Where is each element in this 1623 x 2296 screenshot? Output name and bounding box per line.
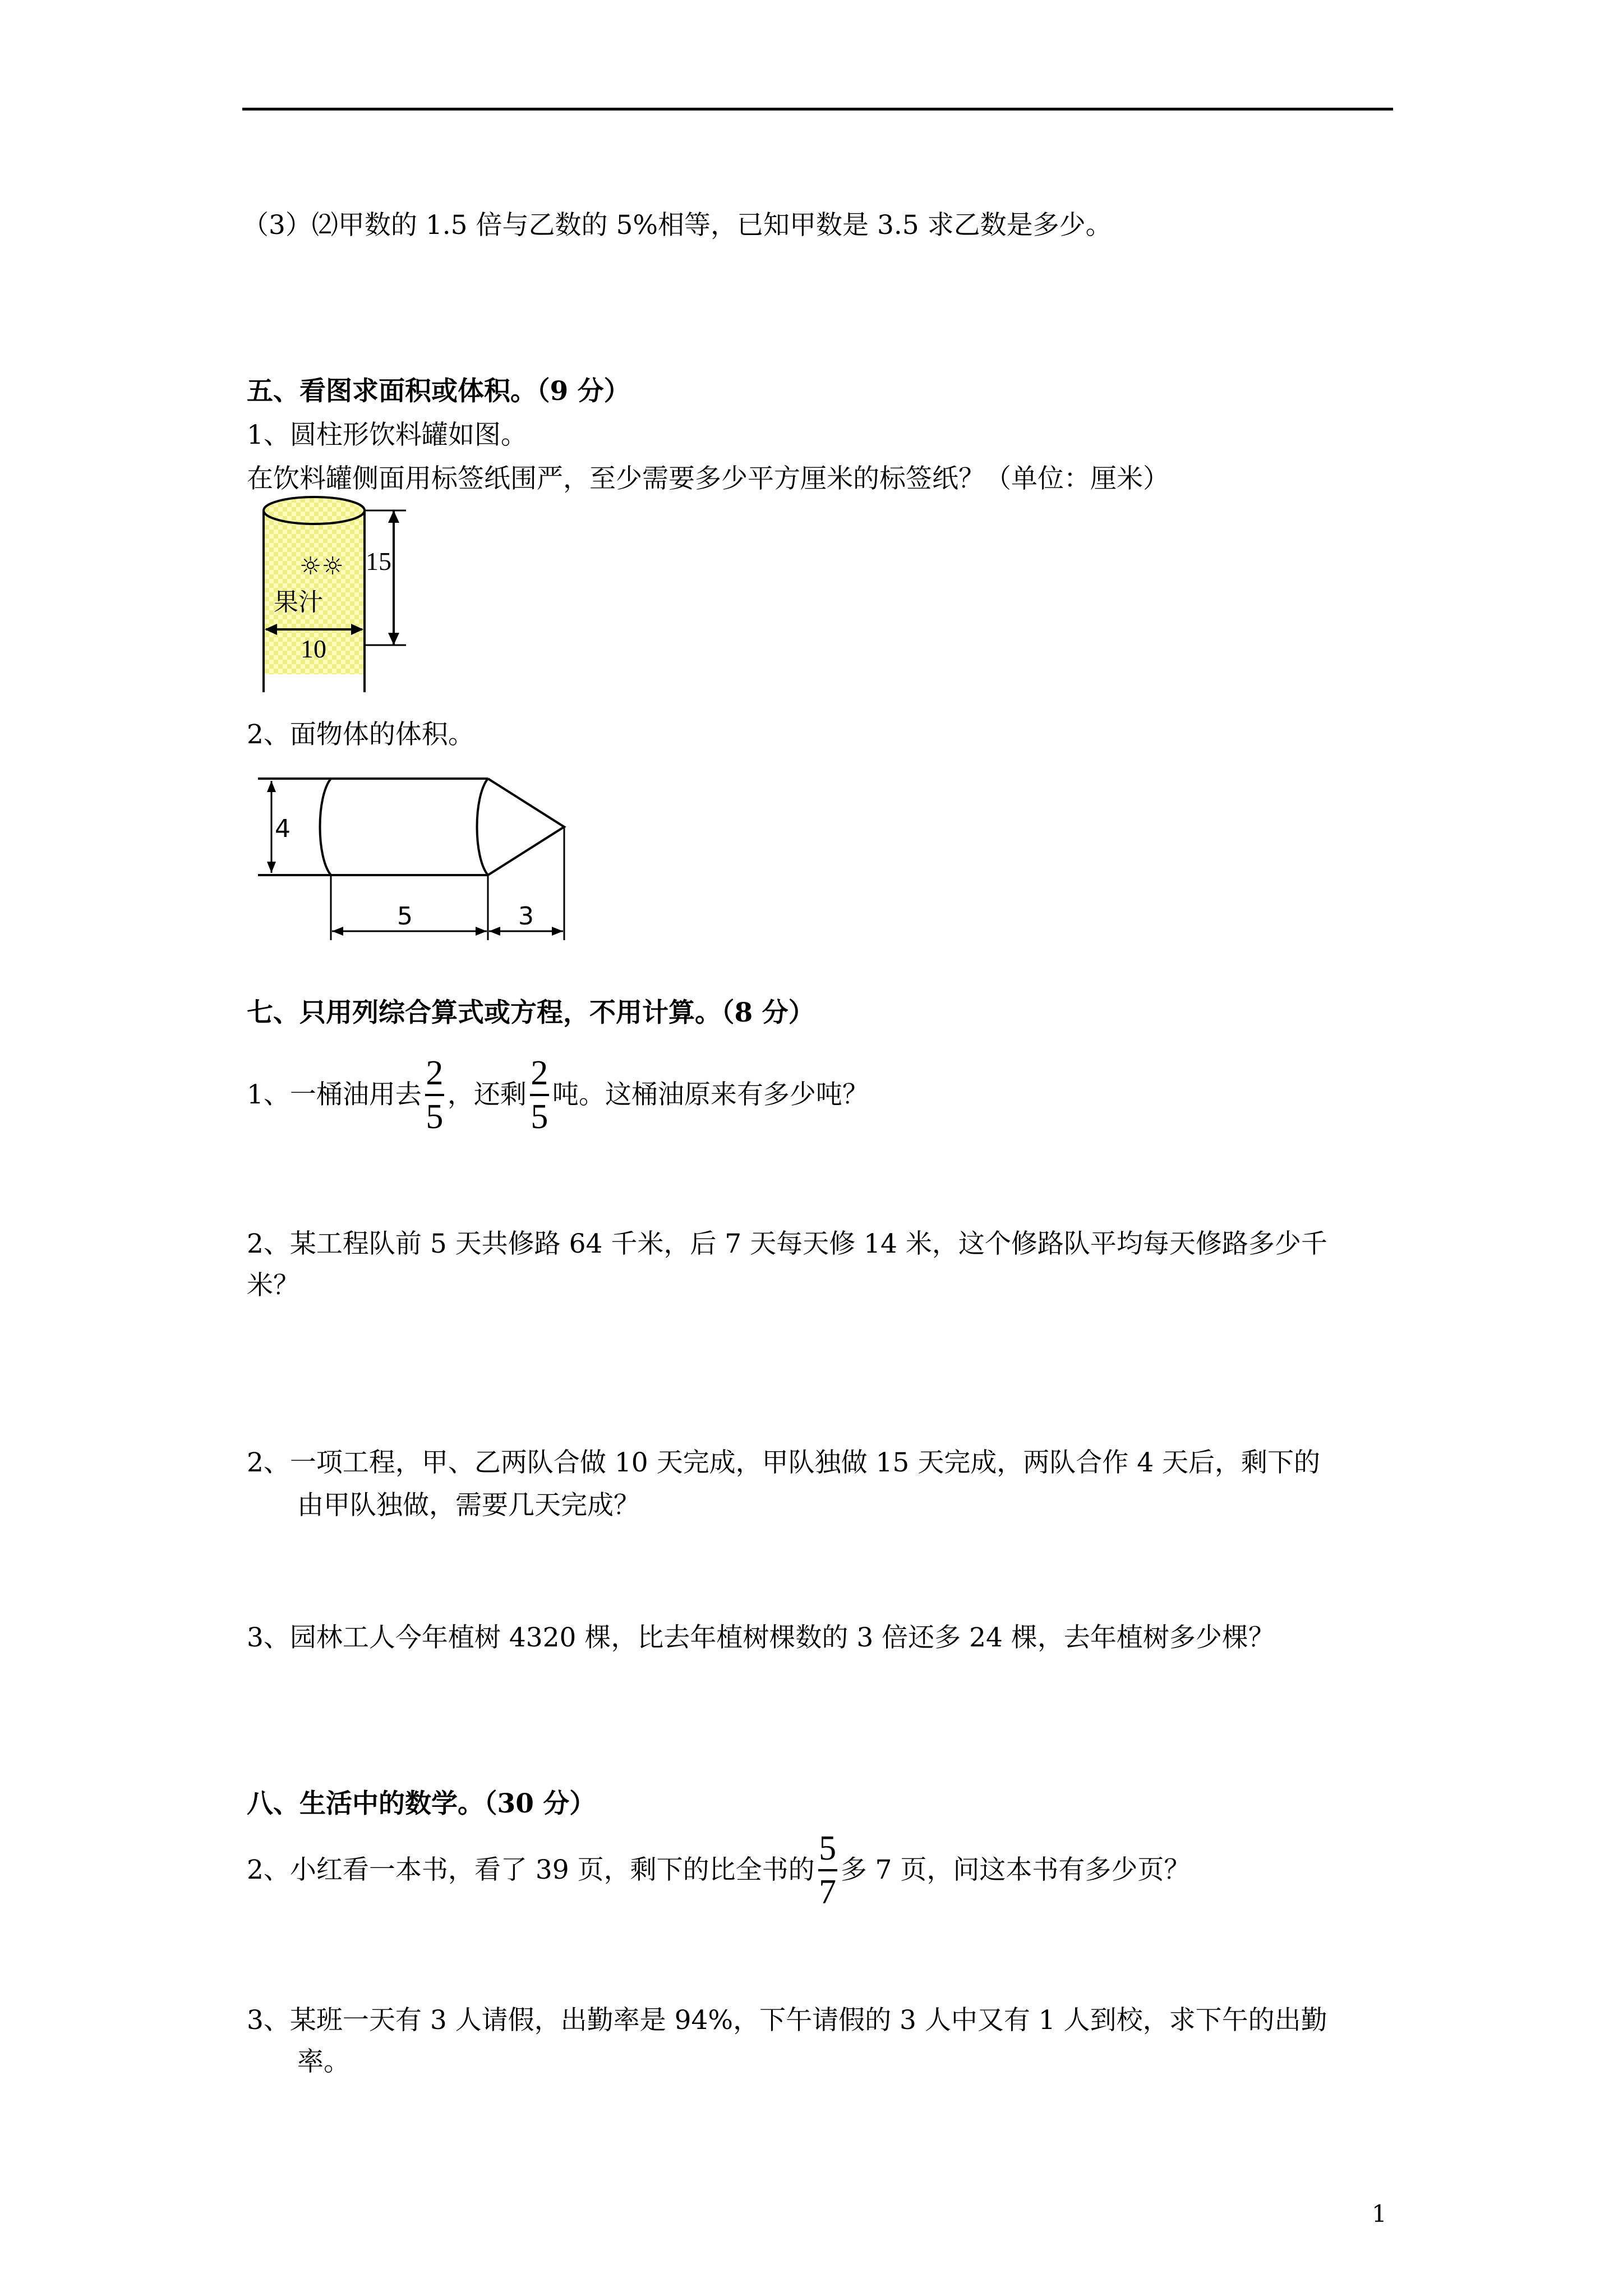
section5-title: 五、看图求面积或体积。（9 分） bbox=[247, 376, 630, 407]
pencil-length-label: 5 bbox=[397, 902, 413, 931]
fraction-denominator: 7 bbox=[819, 1873, 837, 1911]
section5-item2-title: 2、面物体的体积。 bbox=[247, 719, 474, 750]
section7-q2-line2: 米？ bbox=[247, 1270, 299, 1301]
fraction-denominator: 5 bbox=[531, 1098, 548, 1136]
pencil-cone-label: 3 bbox=[518, 902, 534, 931]
fraction-numerator: 2 bbox=[426, 1054, 444, 1092]
cylinder-left-edge bbox=[320, 779, 331, 875]
section7-title: 七、只用列综合算式或方程，不用计算。（8 分） bbox=[247, 997, 815, 1028]
cylinder-right-edge bbox=[477, 779, 488, 875]
sun-icon: ☼☼ bbox=[299, 552, 344, 581]
pencil-solid-figure bbox=[247, 763, 583, 942]
section8-title: 八、生活中的数学。（30 分） bbox=[247, 1788, 596, 1819]
section8-q3-line1: 3、某班一天有 3 人请假，出勤率是 94%，下午请假的 3 人中又有 1 人到校，求下午的出勤 bbox=[247, 2005, 1327, 2036]
section7-q1-mid: ，还剩 bbox=[447, 1079, 527, 1110]
section7-q2-line1: 2、某工程队前 5 天共修路 64 千米，后 7 天每天修 14 米，这个修路队平均每天修路多少千 bbox=[247, 1228, 1327, 1259]
section7-q1-after: 吨。这桶油原来有多少吨？ bbox=[552, 1079, 869, 1110]
header-rule bbox=[242, 108, 1393, 111]
section7-q1 bbox=[247, 1055, 869, 1135]
fraction-five-sevenths bbox=[818, 1830, 837, 1911]
fraction-numerator: 2 bbox=[531, 1054, 548, 1092]
section8-q2 bbox=[247, 1830, 1190, 1911]
section8-q3-line2: 率。 bbox=[297, 2046, 350, 2077]
q3-question: （3）⑵甲数的 1.5 倍与乙数的 5%相等，已知甲数是 3.5 求乙数是多少。 bbox=[242, 210, 1112, 241]
fraction-denominator: 5 bbox=[426, 1098, 444, 1136]
can-label-text: 果汁 bbox=[274, 588, 323, 616]
section5-item1-body: 在饮料罐侧面用标签纸围严，至少需要多少平方厘米的标签纸？（单位：厘米） bbox=[247, 463, 1169, 494]
section8-q2-after: 多 7 页，问这本书有多少页？ bbox=[840, 1855, 1191, 1885]
section7-q3-line2: 由甲队独做，需要几天完成？ bbox=[297, 1490, 640, 1521]
section7-q3-line1: 2、一项工程，甲、乙两队合做 10 天完成，甲队独做 15 天完成，两队合作 4 天后，剩下的 bbox=[247, 1447, 1321, 1478]
section7-q1-before: 1、一桶油用去 bbox=[247, 1079, 422, 1110]
fraction-numerator: 5 bbox=[819, 1829, 837, 1867]
page-number: 1 bbox=[1372, 2200, 1387, 2228]
section8-q2-before: 2、小红看一本书，看了 39 页，剩下的比全书的 bbox=[247, 1855, 815, 1885]
cylinder-can-figure bbox=[247, 489, 426, 697]
cone-tip bbox=[488, 779, 564, 875]
can-diameter-label: 10 bbox=[301, 634, 326, 663]
can-top bbox=[264, 497, 365, 524]
section7-q4: 3、园林工人今年植树 4320 棵，比去年植树棵数的 3 倍还多 24 棵，去年植树多少棵？ bbox=[247, 1622, 1275, 1653]
can-height-label: 15 bbox=[366, 547, 391, 576]
fraction-two-fifths-left bbox=[530, 1055, 549, 1135]
fraction-two-fifths-used bbox=[425, 1055, 444, 1135]
pencil-diameter-label: 4 bbox=[275, 815, 291, 843]
section5-item1-title: 1、圆柱形饮料罐如图。 bbox=[247, 420, 527, 450]
